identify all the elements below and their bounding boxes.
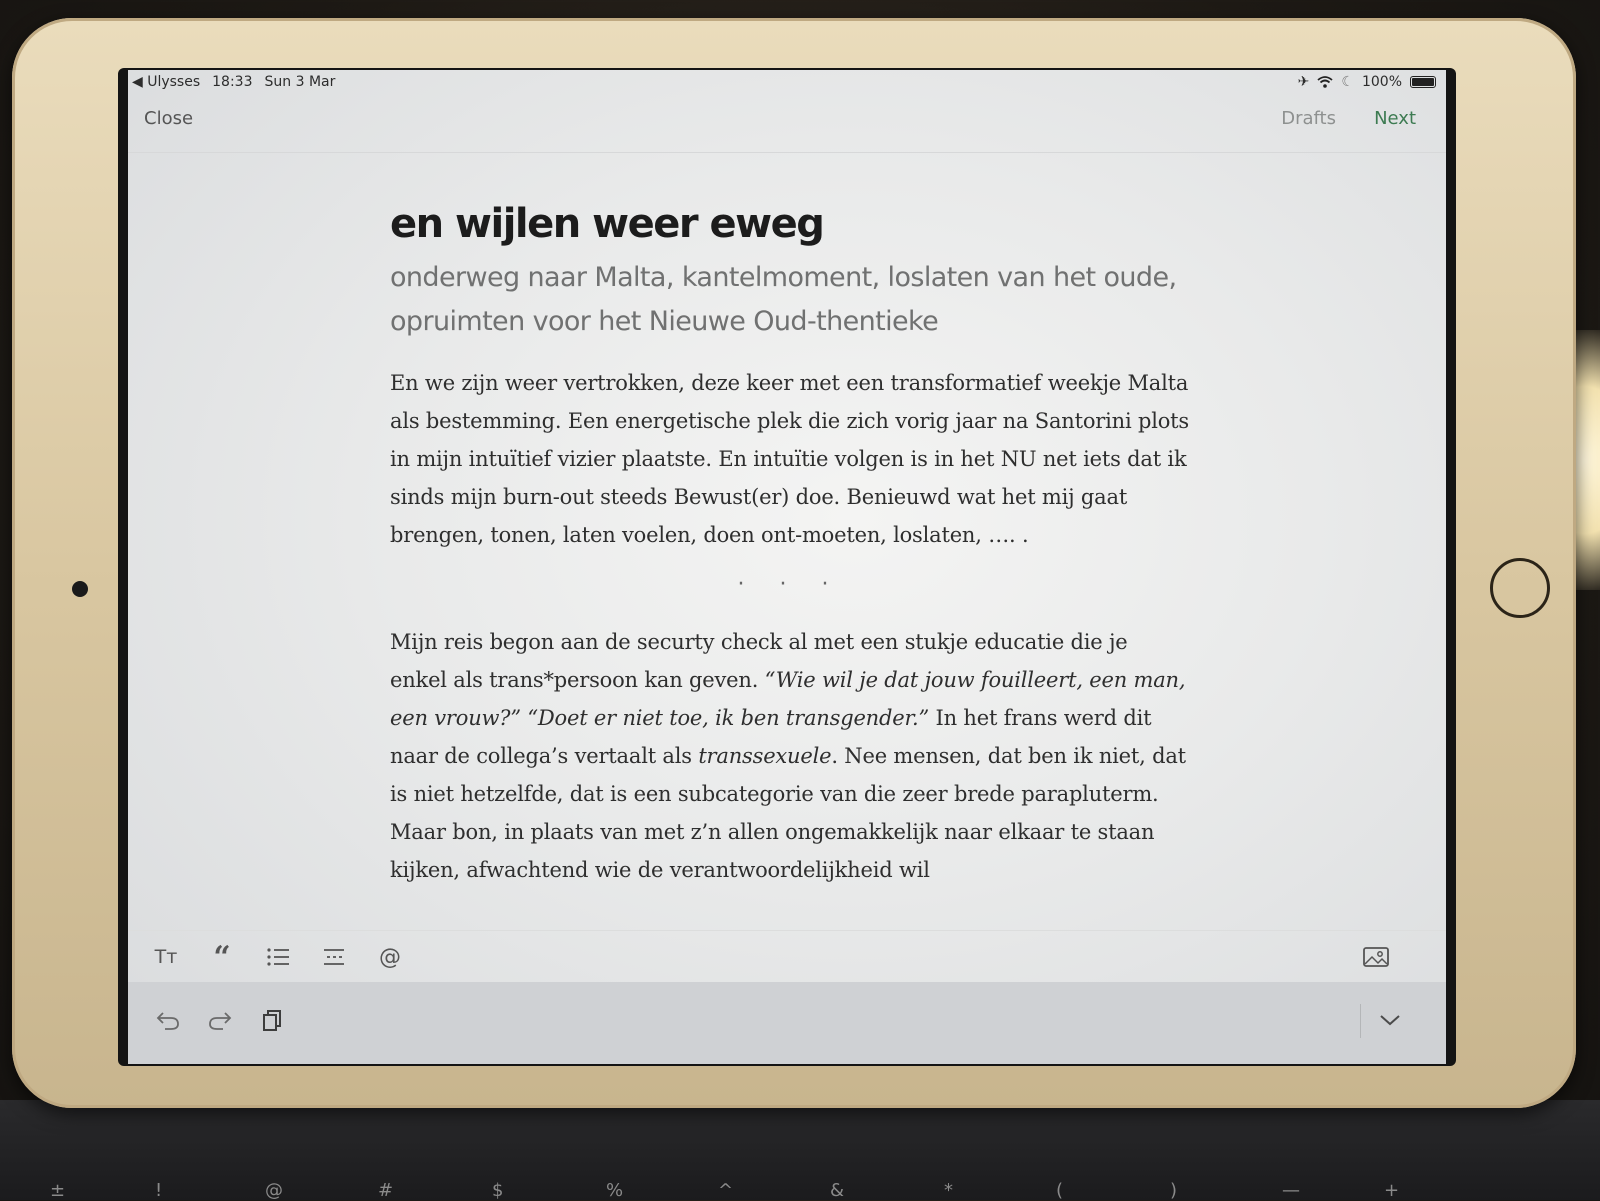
image-icon	[1362, 946, 1390, 968]
status-date: Sun 3 Mar	[264, 74, 336, 90]
toolbar-divider	[1360, 1004, 1361, 1038]
wifi-icon	[1317, 76, 1333, 88]
bulleted-list-icon	[266, 947, 290, 967]
keyboard-shortcut-bar	[128, 982, 1446, 1064]
key-legend: )	[1170, 1180, 1178, 1201]
chevron-down-icon	[1378, 1012, 1402, 1028]
drafts-button[interactable]: Drafts	[1281, 108, 1336, 129]
at-sign-icon: @	[379, 944, 401, 970]
airplane-icon: ✈	[1297, 74, 1310, 90]
paragraph-2[interactable]	[390, 623, 1190, 889]
document-editor[interactable]	[390, 198, 1190, 889]
battery-percentage: 100%	[1361, 74, 1402, 90]
paste-icon	[260, 1008, 284, 1032]
do-not-disturb-icon: ☾	[1341, 74, 1354, 90]
quote-button[interactable]	[204, 941, 240, 973]
text-style-button[interactable]	[148, 941, 184, 973]
list-button[interactable]	[260, 941, 296, 973]
front-camera	[72, 581, 88, 597]
paragraph-2-text: . Nee mensen, dat ben ik niet, dat is niet hetzelfde, dat is een subcategorie van die zeer brede parapluterm. Maar bon, in plaats van met z’n allen ongemakkelijk naar elkaar te staan kijken, afwachtend wie de verantwoordelijkheid wil	[390, 744, 1186, 882]
paste-button[interactable]	[254, 1004, 290, 1036]
key-legend: (	[1056, 1180, 1064, 1201]
close-button[interactable]: Close	[144, 108, 194, 129]
key-legend: !	[155, 1180, 163, 1201]
back-to-app-link[interactable]: ◀ Ulysses	[132, 74, 201, 90]
undo-icon	[155, 1009, 181, 1031]
next-button[interactable]: Next	[1374, 108, 1416, 129]
key-legend: *	[944, 1180, 953, 1201]
navigation-bar	[128, 96, 1446, 153]
battery-icon	[1410, 76, 1436, 88]
undo-button[interactable]	[150, 1004, 186, 1036]
paragraph-1[interactable]: En we zijn weer vertrokken, deze keer met een transformatief weekje Malta als bestemming. Een energetische plek die zich vorig jaar na Santorini plots in mijn intuïtief vizier plaatste. En intuïtie volgen is in het NU net iets dat ik sinds mijn burn-out steeds Bewust(er) doe. Benieuwd wat het mij gaat brengen, tonen, laten voelen, doen ont-moeten, loslaten, …. .	[390, 371, 1189, 547]
insert-image-button[interactable]	[1358, 941, 1394, 973]
divider-button[interactable]	[316, 941, 352, 973]
key-legend: +	[1384, 1180, 1400, 1201]
paragraph-2-italic-term: transsexuele	[698, 744, 832, 768]
home-button[interactable]	[1490, 558, 1550, 618]
paragraph-2-text: Mijn reis begon aan de securty check al met een stukje educatie die je enkel als trans*persoon kan geven.	[390, 630, 1128, 692]
quote-icon: “	[213, 939, 231, 975]
key-legend: @	[265, 1180, 283, 1201]
status-bar	[128, 70, 1446, 96]
redo-button[interactable]	[202, 1004, 238, 1036]
smart-keyboard	[0, 1100, 1600, 1200]
key-legend: #	[378, 1180, 394, 1201]
key-legend: ^	[718, 1180, 734, 1201]
divider-icon	[322, 947, 346, 967]
document-subtitle[interactable]: onderweg naar Malta, kantelmoment, loslaten van het oude, opruimten voor het Nieuwe Oud-thentieke	[390, 262, 1177, 337]
section-separator: · · ·	[737, 572, 843, 597]
paragraph-2-italic-quote: “Wie wil je dat jouw fouilleert, een man, een vrouw?” “Doet er niet toe, ik ben transgender.”	[390, 668, 1186, 730]
key-legend: $	[492, 1180, 504, 1201]
key-legend: &	[830, 1180, 845, 1201]
key-legend: %	[606, 1180, 624, 1201]
redo-icon	[207, 1009, 233, 1031]
text-style-icon: Tт	[154, 946, 178, 968]
ulysses-editor	[128, 70, 1446, 1064]
key-legend: —	[1282, 1180, 1300, 1201]
dismiss-keyboard-button[interactable]	[1372, 1004, 1408, 1036]
formatting-toolbar	[128, 930, 1446, 983]
paragraph-2-text: In het frans werd dit naar de collega’s vertaalt als	[390, 706, 1152, 768]
key-legend: ±	[50, 1180, 66, 1201]
mention-button[interactable]	[372, 941, 408, 973]
status-time: 18:33	[212, 74, 253, 90]
document-title[interactable]: en wijlen weer eweg	[390, 201, 824, 247]
